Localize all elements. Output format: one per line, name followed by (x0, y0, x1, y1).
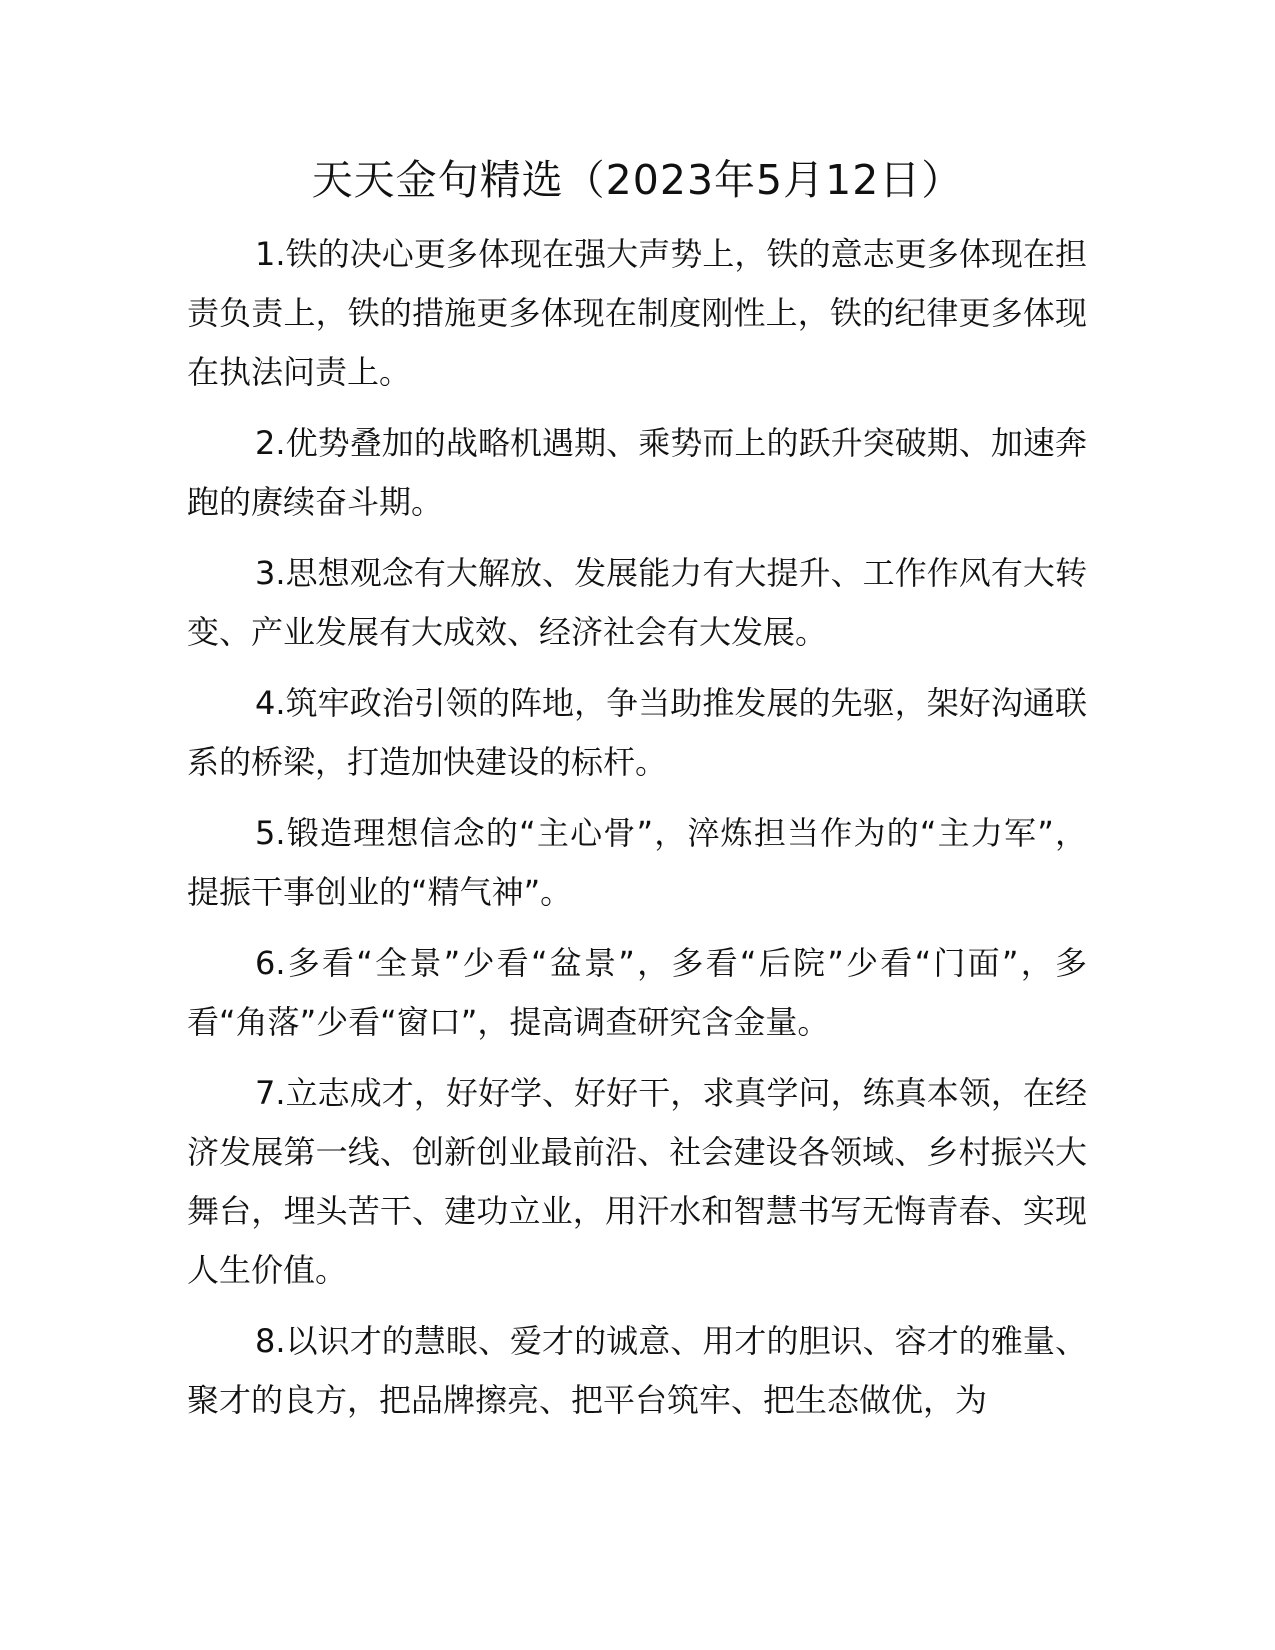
page-title: 天天金句精选（2023年5月12日） (311, 156, 964, 204)
quote-paragraph-3: 3.思想观念有大解放、发展能力有大提升、工作作风有大转变、产业发展有大成效、经济社会有大发展。 (187, 554, 1087, 651)
quote-paragraph-5: 5.锻造理想信念的“主心骨”，淬炼担当作为的“主力军”，提振干事创业的“精气神”。 (187, 814, 1087, 911)
quote-paragraph-6: 6.多看“全景”少看“盆景”，多看“后院”少看“门面”，多看“角落”少看“窗口”，提高调查研究含金量。 (187, 944, 1087, 1041)
quote-paragraph-7: 7.立志成才，好好学、好好干，求真学问，练真本领，在经济发展第一线、创新创业最前沿、社会建设各领域、乡村振兴大舞台，埋头苦干、建功立业，用汗水和智慧书写无悔青春、实现人生价值。 (187, 1074, 1087, 1289)
quote-paragraph-1: 1.铁的决心更多体现在强大声势上，铁的意志更多体现在担责负责上，铁的措施更多体现在制度刚性上，铁的纪律更多体现在执法问责上。 (187, 235, 1087, 391)
document-body (187, 225, 1087, 1442)
quote-paragraph-4: 4.筑牢政治引领的阵地，争当助推发展的先驱，架好沟通联系的桥梁，打造加快建设的标杆。 (187, 684, 1087, 781)
quote-paragraph-8: 8.以识才的慧眼、爱才的诚意、用才的胆识、容才的雅量、聚才的良方，把品牌擦亮、把平台筑牢、把生态做优，为 (187, 1322, 1087, 1419)
quote-paragraph-2: 2.优势叠加的战略机遇期、乘势而上的跃升突破期、加速奔跑的赓续奋斗期。 (187, 424, 1087, 521)
